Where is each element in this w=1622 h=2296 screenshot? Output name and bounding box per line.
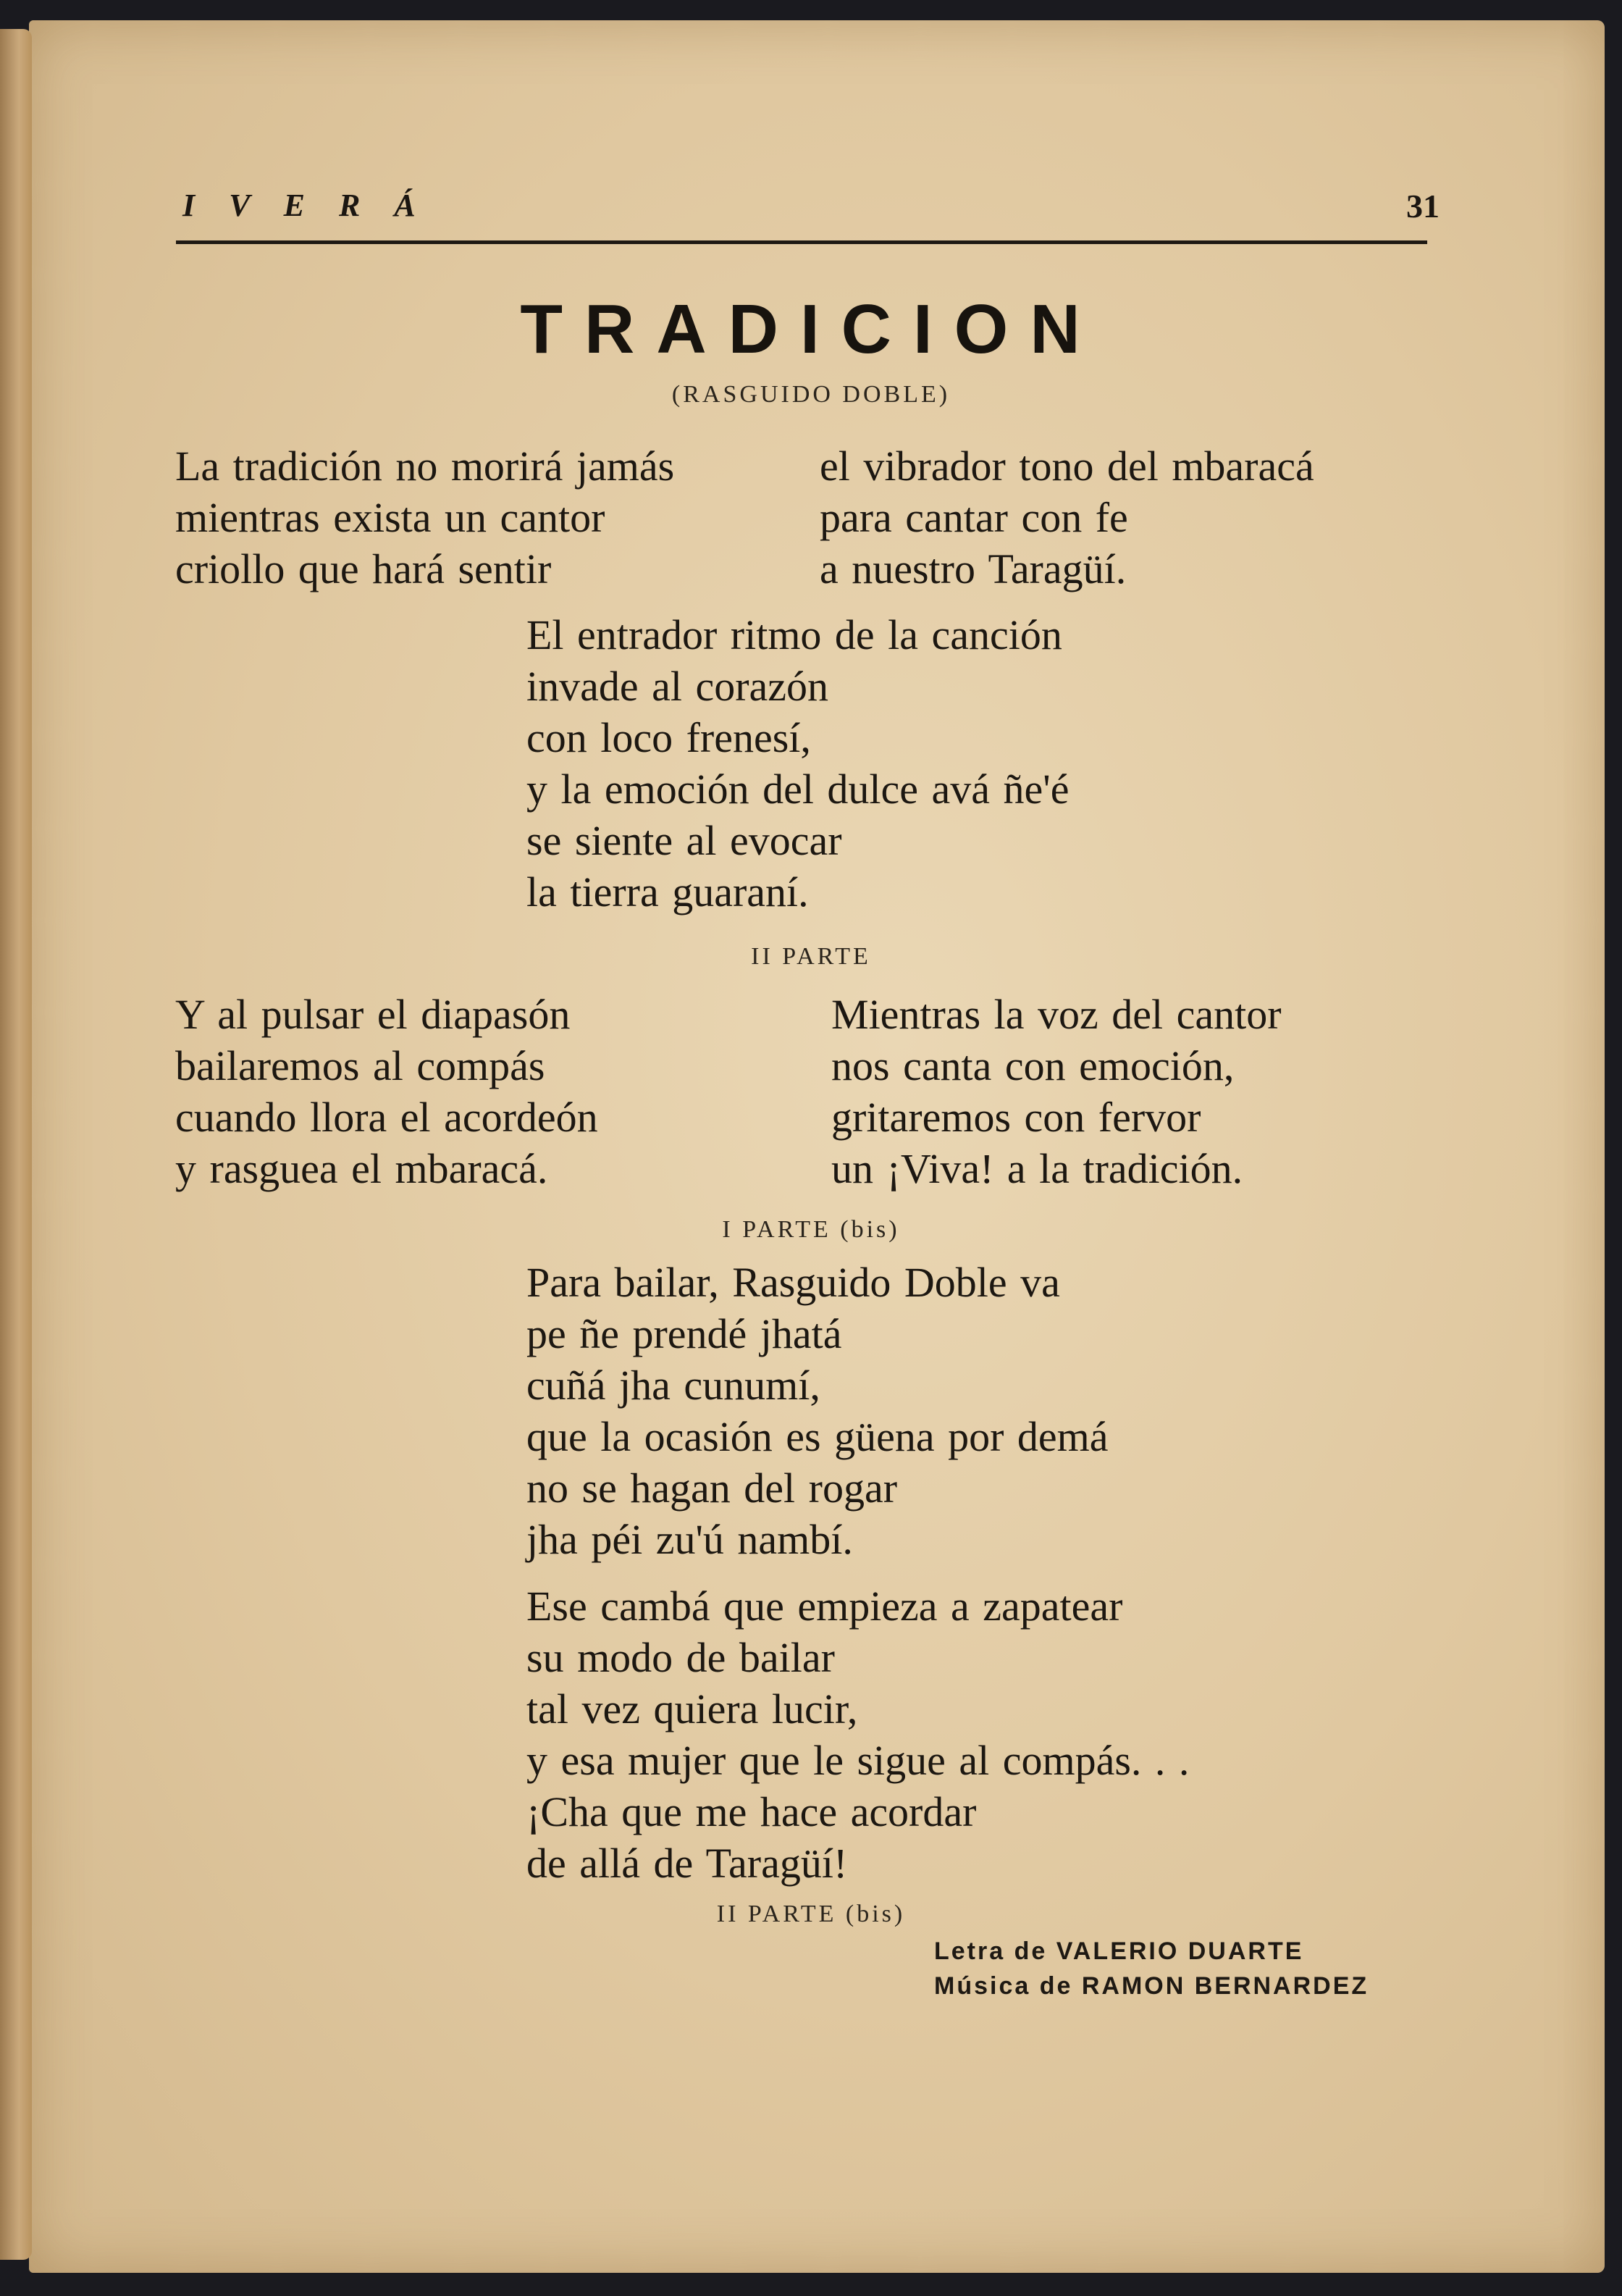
lyric-line: gritaremos con fervor [831, 1094, 1201, 1141]
lyric-line: a nuestro Taragüí. [820, 545, 1127, 592]
lyric-line: mientras exista un cantor [175, 494, 605, 541]
lyric-line: un ¡Viva! a la tradición. [831, 1145, 1243, 1192]
journal-name: I V E R Á [182, 188, 429, 223]
lyric-line: que la ocasión es güena por demá [526, 1413, 1109, 1460]
section-label-part2-bis: II PARTE (bis) [716, 1901, 906, 1927]
lyric-line: no se hagan del rogar [526, 1465, 898, 1512]
stanza-part1-center [526, 609, 1069, 918]
lyric-line: y rasguea el mbaracá. [175, 1145, 548, 1192]
stanza-bis-1 [526, 1257, 1109, 1565]
lyric-line: nos canta con emoción, [831, 1042, 1235, 1089]
lyric-line: Ese cambá que empieza a zapatear [526, 1583, 1123, 1630]
lyric-line: Para bailar, Rasguido Doble va [526, 1259, 1060, 1306]
song-subtitle: (RASGUIDO DOBLE) [671, 381, 951, 408]
music-credit: Música de RAMON BERNARDEZ [934, 1972, 1369, 2000]
stanza-part1-left [175, 440, 674, 595]
lyric-line: La tradición no morirá jamás [175, 443, 675, 490]
lyric-line: tal vez quiera lucir, [526, 1685, 858, 1733]
lyric-line: Mientras la voz del cantor [831, 991, 1282, 1038]
song-title: TRADICION [520, 290, 1102, 368]
lyric-line: y la emoción del dulce avá ñe'é [526, 766, 1070, 813]
section-label-part1-bis: I PARTE (bis) [722, 1216, 900, 1243]
lyric-line: invade al corazón [526, 663, 829, 710]
lyric-line: jha péi zu'ú nambí. [526, 1516, 853, 1563]
lyric-line: El entrador ritmo de la canción [526, 611, 1062, 658]
lyrics-credit: Letra de VALERIO DUARTE [934, 1937, 1304, 1965]
lyric-line: y esa mujer que le sigue al compás. . . [526, 1737, 1190, 1784]
lyric-line: ¡Cha que me hace acordar [526, 1788, 977, 1835]
lyric-line: bailaremos al compás [175, 1042, 545, 1089]
header-rule [176, 240, 1427, 244]
lyric-line: la tierra guaraní. [526, 868, 809, 916]
lyric-line: para cantar con fe [820, 494, 1128, 541]
stanza-part2-right [831, 989, 1282, 1194]
song-credits [934, 1934, 1369, 2003]
lyric-line: su modo de bailar [526, 1634, 835, 1681]
lyric-line: con loco frenesí, [526, 714, 811, 761]
page-header [145, 187, 1477, 238]
stanza-part2-left [175, 989, 598, 1194]
lyric-line: pe ñe prendé jhatá [526, 1310, 842, 1357]
stanza-bis-2 [526, 1580, 1189, 1889]
lyric-line: cuñá jha cunumí, [526, 1362, 820, 1409]
section-label-part2: II PARTE [751, 943, 871, 970]
lyric-line: se siente al evocar [526, 817, 842, 864]
lyric-line: cuando llora el acordeón [175, 1094, 598, 1141]
lyric-line: Y al pulsar el diapasón [175, 991, 571, 1038]
lyric-line: el vibrador tono del mbaracá [820, 443, 1314, 490]
lyric-line: de allá de Taragüí! [526, 1840, 848, 1887]
stanza-part1-right [820, 440, 1314, 595]
lyric-line: criollo que hará sentir [175, 545, 552, 592]
page-number: 31 [1406, 188, 1440, 225]
